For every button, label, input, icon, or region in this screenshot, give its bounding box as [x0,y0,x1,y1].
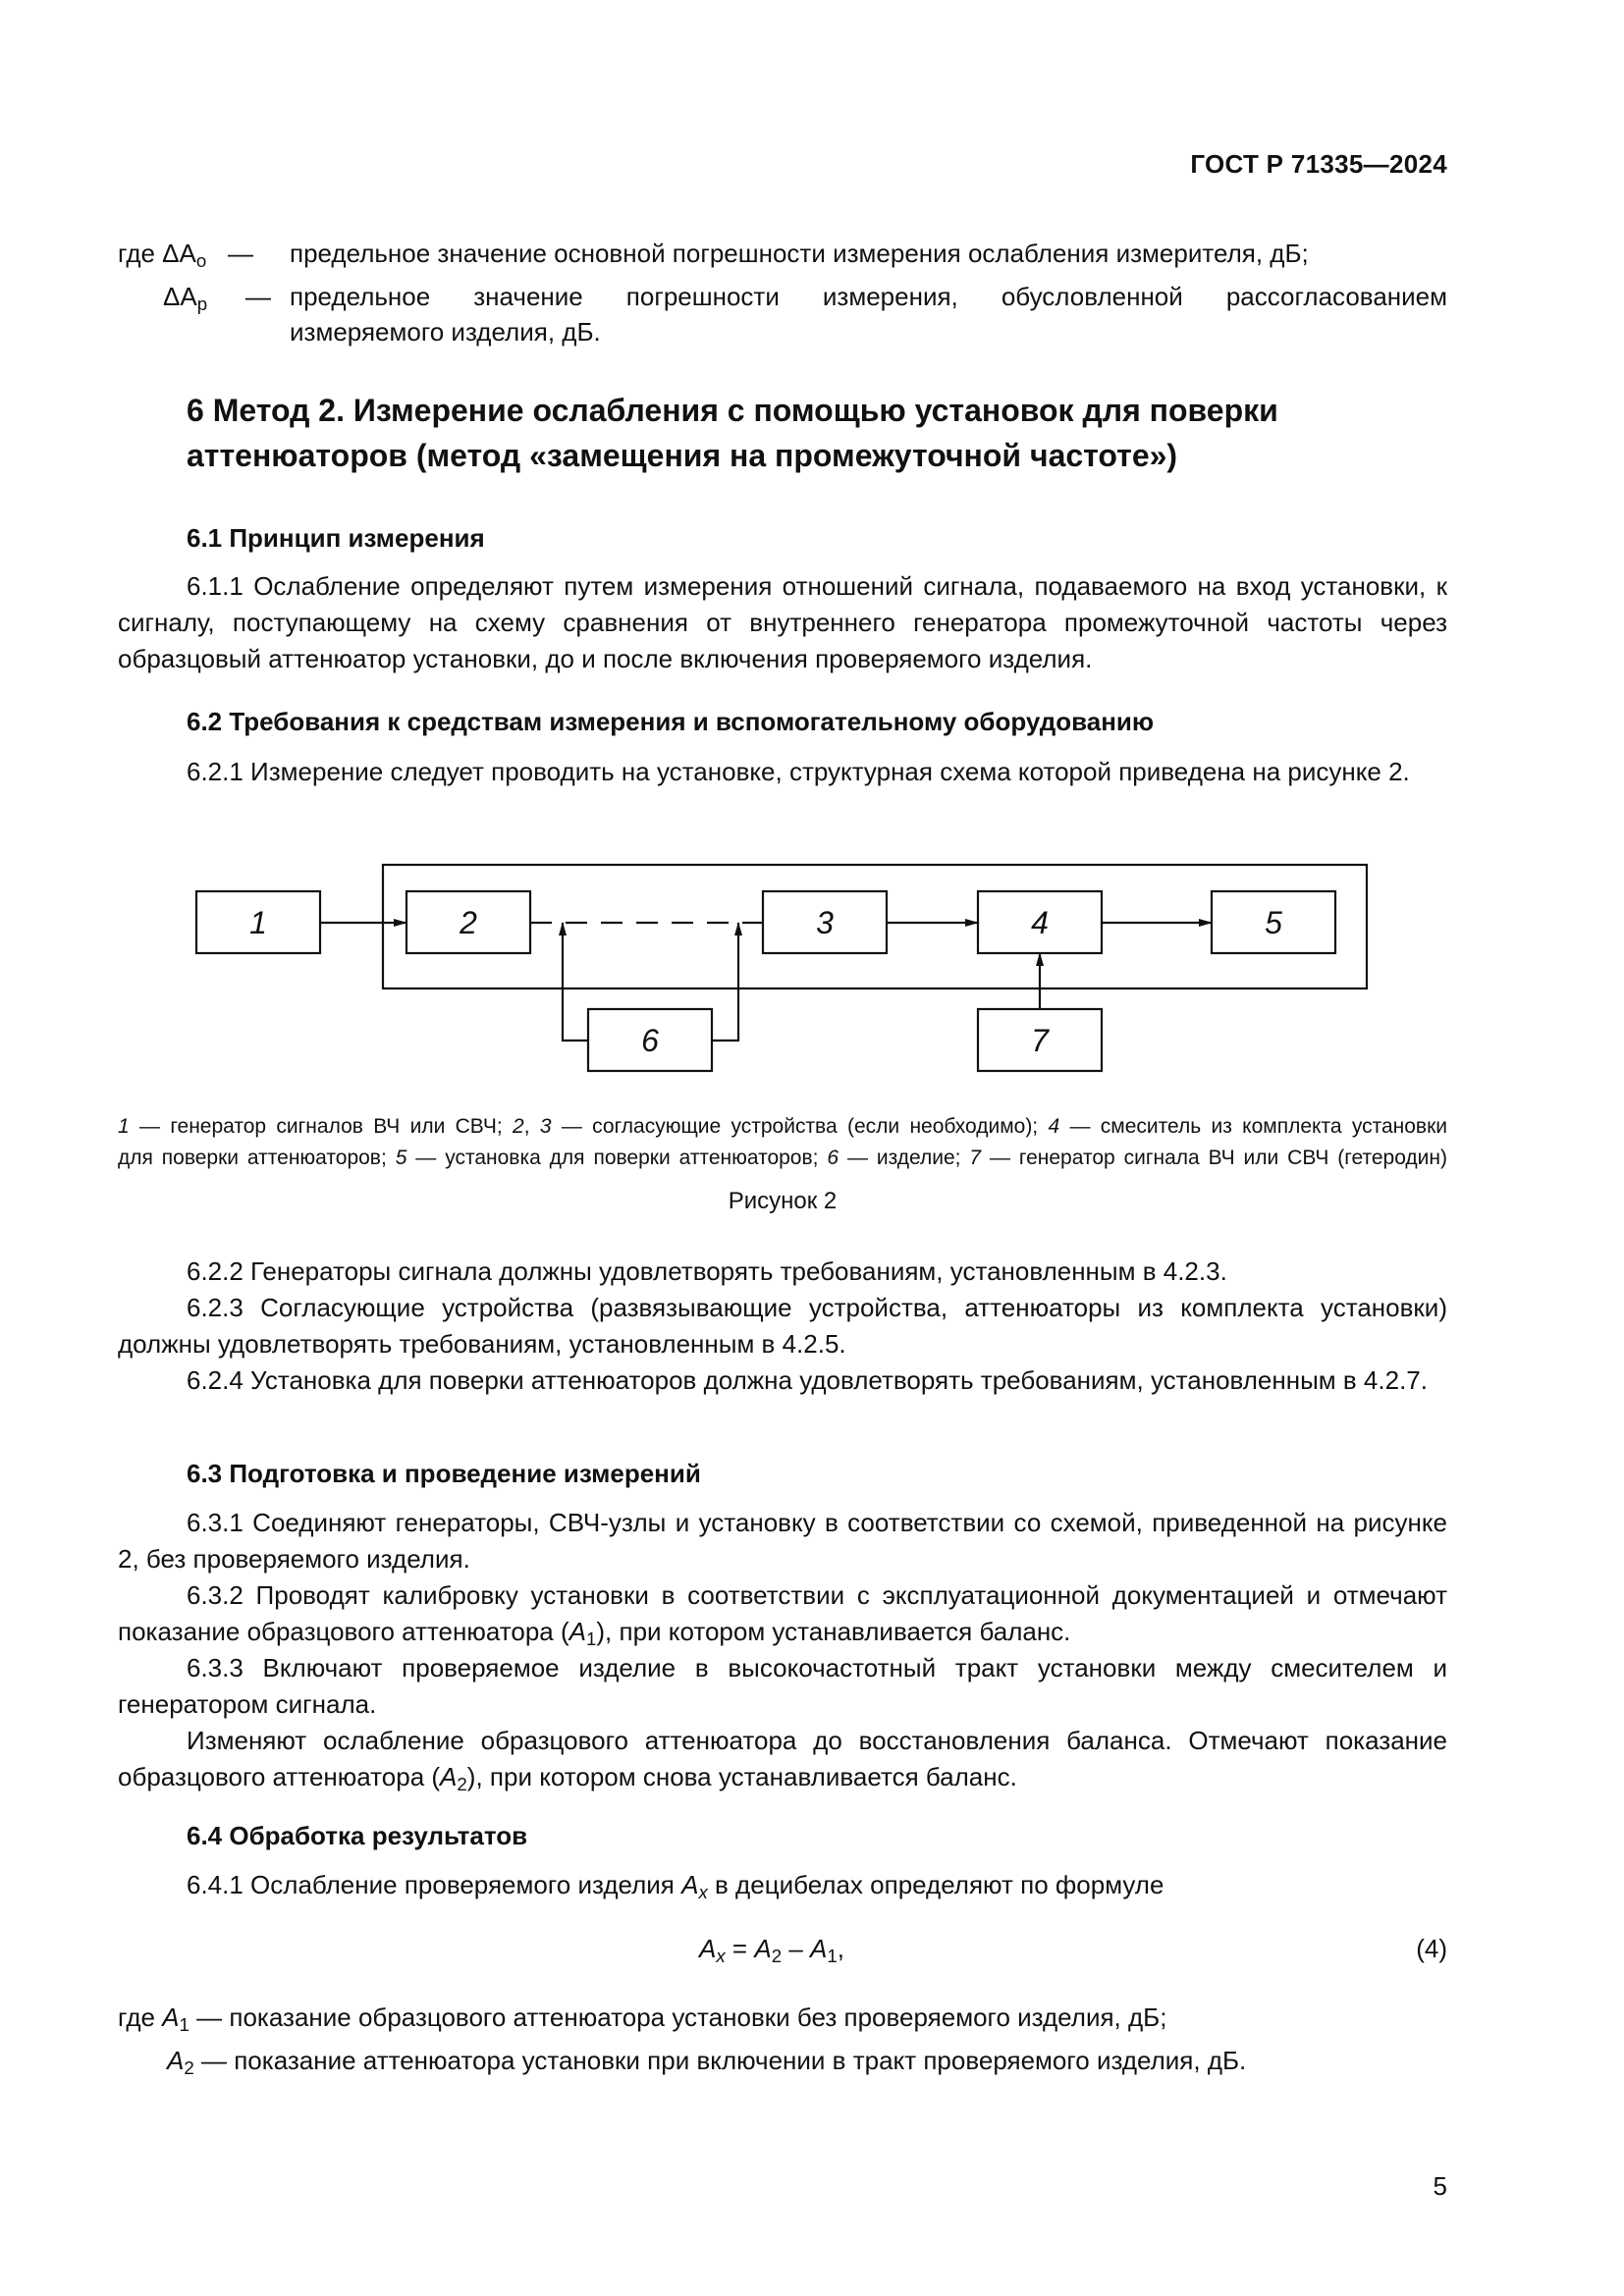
caption-item-number: 5 [395,1147,407,1169]
paragraph-6-3-1: 6.3.1 Соединяют генераторы, СВЧ-узлы и установку в соответствии со схемой, приведенной на рисунке 2, без проверяемого изделия. [118,1508,1447,1574]
block-1-label: 1 [249,905,267,940]
arrow-6-right [712,923,738,1041]
heading-6-2: 6.2 Требования к средствам измерения и вспомогательному оборудованию [187,707,1155,736]
definition-a1: где $A_1$ — показание образцового аттенюатора установки без проверяемого изделия, дБ; [118,2002,1167,2036]
caption-item-number: 1 [118,1115,130,1138]
caption-item-number: 6 [827,1147,839,1169]
caption-item-number: 7 [969,1147,982,1169]
paragraph-6-3-4: Изменяют ослабление образцового аттенюатора до восстановления баланса. Отмечают показание образцового аттенюатора $(A_2)$, при котором снова устанавливается баланс. [118,1726,1447,1795]
formula: $A_x = A_2 - A_1$, [699,1934,844,1967]
block-6-label: 6 [641,1023,659,1058]
paragraph-6-2-4: 6.2.4 Установка для поверки аттенюаторов должна удовлетворять требованиям, установленным в 4.2.7. [187,1365,1428,1395]
caption-text: — генератор сигналов ВЧ или СВЧ; [129,1115,514,1138]
heading-6-3: 6.3 Подготовка и проведение измерений [187,1459,701,1488]
caption-text: для поверки аттенюаторов; [118,1147,396,1169]
caption-line-2 [118,1143,1447,1174]
def-dash: — [228,239,253,268]
caption-text: — генератор сигнала ВЧ или СВЧ (гетеродин) [981,1147,1447,1169]
heading-6-1: 6.1 Принцип измерения [187,523,485,553]
paragraph-6-1-1: 6.1.1 Ослабление определяют путем измерения отношений сигнала, подаваемого на вход установки, к сигналу, поступающему на схему сравнения от внутреннего генератора промежуточной частоты через образцовый аттенюатор установки, до и после включения проверяемого изделия. [118,571,1447,673]
figure-label: Рисунок 2 [728,1188,838,1214]
heading-6-4: 6.4 Обработка результатов [187,1821,528,1850]
def-text-line2: измеряемого изделия, дБ. [290,317,601,347]
caption-text: — смеситель из комплекта установки [1059,1115,1447,1138]
formula-number: (4) [1416,1934,1447,1963]
caption-text: — согласующие устройства (если необходимо); [551,1115,1049,1138]
caption-line-1 [118,1111,1447,1143]
caption-text: — установка для поверки аттенюаторов; [406,1147,828,1169]
document-code: ГОСТ Р 71335—2024 [1190,149,1447,179]
page-number: 5 [1433,2171,1447,2201]
caption-item-number: 3 [539,1115,552,1138]
block-diagram [0,844,1624,1099]
paragraph-6-2-1: 6.2.1 Измерение следует проводить на установке, структурная схема которой приведена на рисунке 2. [187,757,1410,786]
block-3-label: 3 [816,905,834,940]
caption-item-number: 2 [513,1115,524,1138]
def-text: предельное значение основной погрешности измерения ослабления измерителя, дБ; [290,239,1309,268]
def-dash: — [245,282,271,311]
caption-text: — изделие; [839,1147,970,1169]
def-symbol: где $\Delta A_о$ [118,239,207,272]
section-title: 6 Метод 2. Измерение ослабления с помощью установок для поверки аттенюаторов (метод «замещения на промежуточной частоте») [187,393,1278,473]
block-4-label: 4 [1031,905,1049,940]
paragraph-6-3-2: 6.3.2 Проводят калибровку установки в соответствии с эксплуатационной документацией и отмечают показание образцового аттенюатора $(A_1)$, при котором устанавливается баланс. [118,1580,1447,1650]
paragraph-6-4-1: 6.4.1 Ослабление проверяемого изделия $A_x$ в децибелах определяют по формуле [187,1870,1164,1903]
caption-item-number: 4 [1048,1115,1060,1138]
arrow-6-left [563,923,588,1041]
block-2-label: 2 [460,905,477,940]
paragraph-6-2-3: 6.2.3 Согласующие устройства (развязывающие устройства, аттенюаторы из комплекта установки) должны удовлетворять требованиям, установленным в 4.2.5. [118,1293,1447,1359]
paragraph-6-3-3: 6.3.3 Включают проверяемое изделие в высокочастотный тракт установки между смесителем и генератором сигнала. [118,1653,1447,1719]
figure-caption [118,1111,1447,1174]
definition-delta-ap: $\Delta A_р$ [163,282,208,315]
block-5-label: 5 [1265,905,1282,940]
paragraph-6-2-2: 6.2.2 Генераторы сигнала должны удовлетворять требованиям, установленным в 4.2.3. [187,1256,1227,1286]
block-7-label: 7 [1031,1023,1049,1058]
definition-a2: $A_2$ — показание аттенюатора установки при включении в тракт проверяемого изделия, дБ. [167,2046,1247,2079]
def-text-line1: предельное значение погрешности измерения, обусловленной рассогласованием [290,282,1447,311]
definition-delta-ao [118,236,206,272]
caption-text: , [523,1115,540,1138]
